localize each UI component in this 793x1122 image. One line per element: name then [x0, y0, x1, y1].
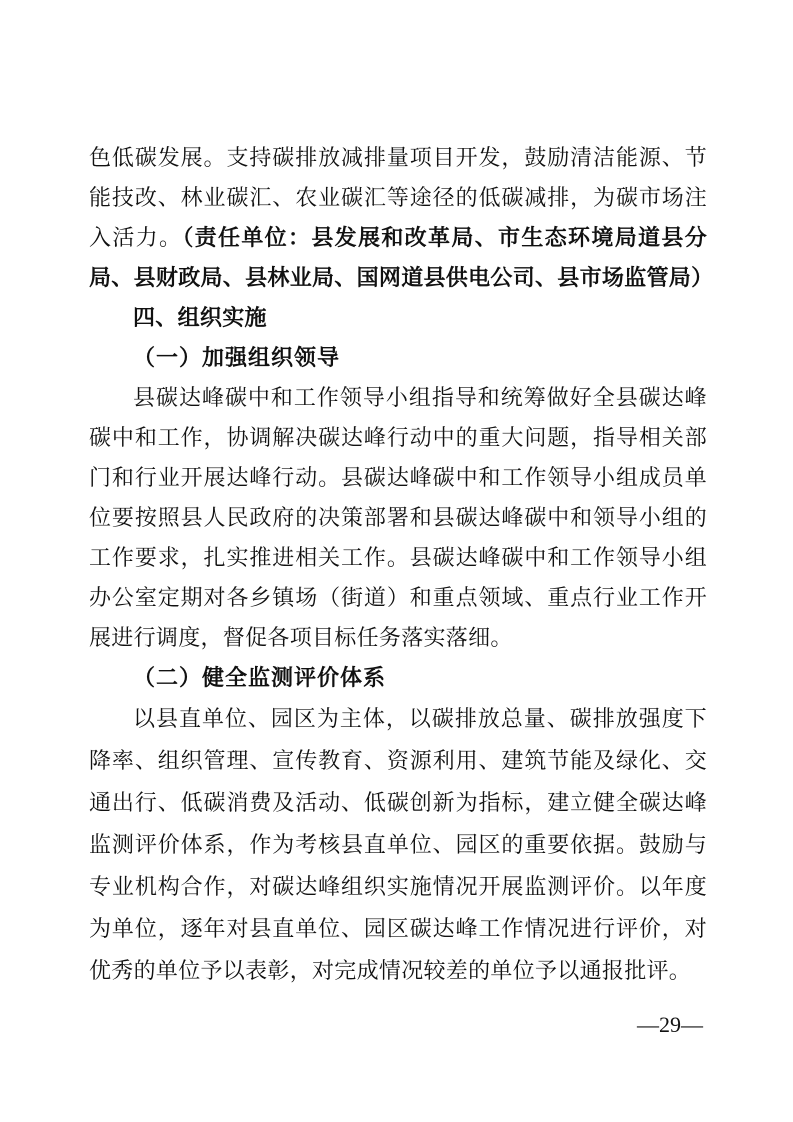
page-number: —29—	[637, 1012, 703, 1037]
paragraph-monitoring: 以县直单位、园区为主体，以碳排放总量、碳排放强度下降率、组织管理、宣传教育、资源利用、建筑节能及绿化、交通出行、低碳消费及活动、低碳创新为指标，建立健全碳达峰监测评价体系，作为考核县直单位、园区的重要依据。鼓励与专业机构合作，对碳达峰组织实施情况开展监测评价。以年度为单位，逐年对县直单位、园区碳达峰工作情况进行评价，对优秀的单位予以表彰，对完成情况较差的单位予以通报批评。	[89, 706, 707, 983]
subsection-heading-leadership: （一）加强组织领导	[133, 345, 341, 370]
subsection-heading-monitoring: （二）健全监测评价体系	[133, 665, 387, 690]
responsible-units-text: （责任单位：县发展和改革局、市生态环境局道县分局、县财政局、县林业局、国网道县供电公司、县市场监管局）	[89, 225, 714, 290]
document-body	[89, 138, 714, 992]
paragraph-continuation	[89, 138, 714, 298]
section-heading-organization: 四、组织实施	[133, 305, 267, 330]
paragraph-leadership: 县碳达峰碳中和工作领导小组指导和统筹做好全县碳达峰碳中和工作，协调解决碳达峰行动中的重大问题，指导相关部门和行业开展达峰行动。县碳达峰碳中和工作领导小组成员单位要按照县人民政府的决策部署和县碳达峰碳中和领导小组的工作要求，扎实推进相关工作。县碳达峰碳中和工作领导小组办公室定期对各乡镇场（街道）和重点领域、重点行业工作开展进行调度，督促各项目标任务落实落细。	[89, 385, 707, 650]
continuation-text: 色低碳发展。支持碳排放减排量项目开发，鼓励清洁能源、节能技改、林业碳汇、农业碳汇等途径的低碳减排，为碳市场注入活力。	[89, 145, 707, 250]
